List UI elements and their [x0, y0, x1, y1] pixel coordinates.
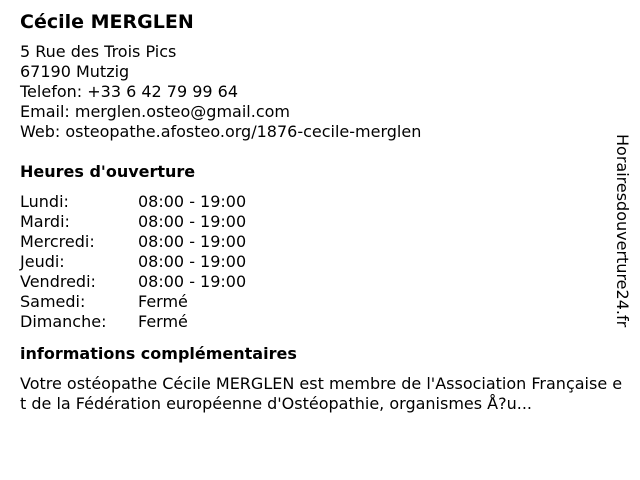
hours-row-tuesday: [20, 212, 628, 232]
hours-row-saturday: [20, 292, 628, 312]
hours-row-thursday: [20, 252, 628, 272]
business-card: [20, 8, 628, 414]
hours-table: [20, 192, 628, 332]
business-name: Cécile MERGLEN: [20, 11, 194, 33]
postal-city: 67190 Mutzig: [20, 62, 130, 81]
hours-title: Heures d'ouverture: [20, 162, 196, 181]
time-value: 08:00 - 19:00: [138, 212, 247, 231]
hours-row-wednesday: [20, 232, 628, 252]
day-label: Vendredi:: [20, 272, 96, 291]
street-address: 5 Rue des Trois Pics: [20, 42, 177, 61]
hours-row-monday: [20, 192, 628, 212]
hours-row-friday: [20, 272, 628, 292]
time-value: 08:00 - 19:00: [138, 252, 247, 271]
day-label: Dimanche:: [20, 312, 107, 331]
time-value: 08:00 - 19:00: [138, 232, 247, 251]
day-label: Jeudi:: [20, 252, 65, 271]
website: Web: osteopathe.afosteo.org/1876-cecile-merglen: [20, 122, 422, 141]
time-value: Fermé: [138, 292, 188, 311]
time-value: 08:00 - 19:00: [138, 192, 247, 211]
time-value: 08:00 - 19:00: [138, 272, 247, 291]
info-title: informations complémentaires: [20, 344, 297, 363]
day-label: Mardi:: [20, 212, 70, 231]
email-address: Email: merglen.osteo@gmail.com: [20, 102, 290, 121]
day-label: Lundi:: [20, 192, 69, 211]
hours-row-sunday: [20, 312, 628, 332]
site-watermark: Horairesdouverture24.fr: [613, 134, 632, 328]
day-label: Samedi:: [20, 292, 86, 311]
info-text: Votre ostéopathe Cécile MERGLEN est membre de l'Association Française et de la Fédération européenne d'Ostéopathie, organismes Å?u...: [20, 374, 623, 413]
time-value: Fermé: [138, 312, 188, 331]
contact-block: [20, 42, 628, 142]
day-label: Mercredi:: [20, 232, 95, 251]
phone-number: Telefon: +33 6 42 79 99 64: [20, 82, 239, 101]
